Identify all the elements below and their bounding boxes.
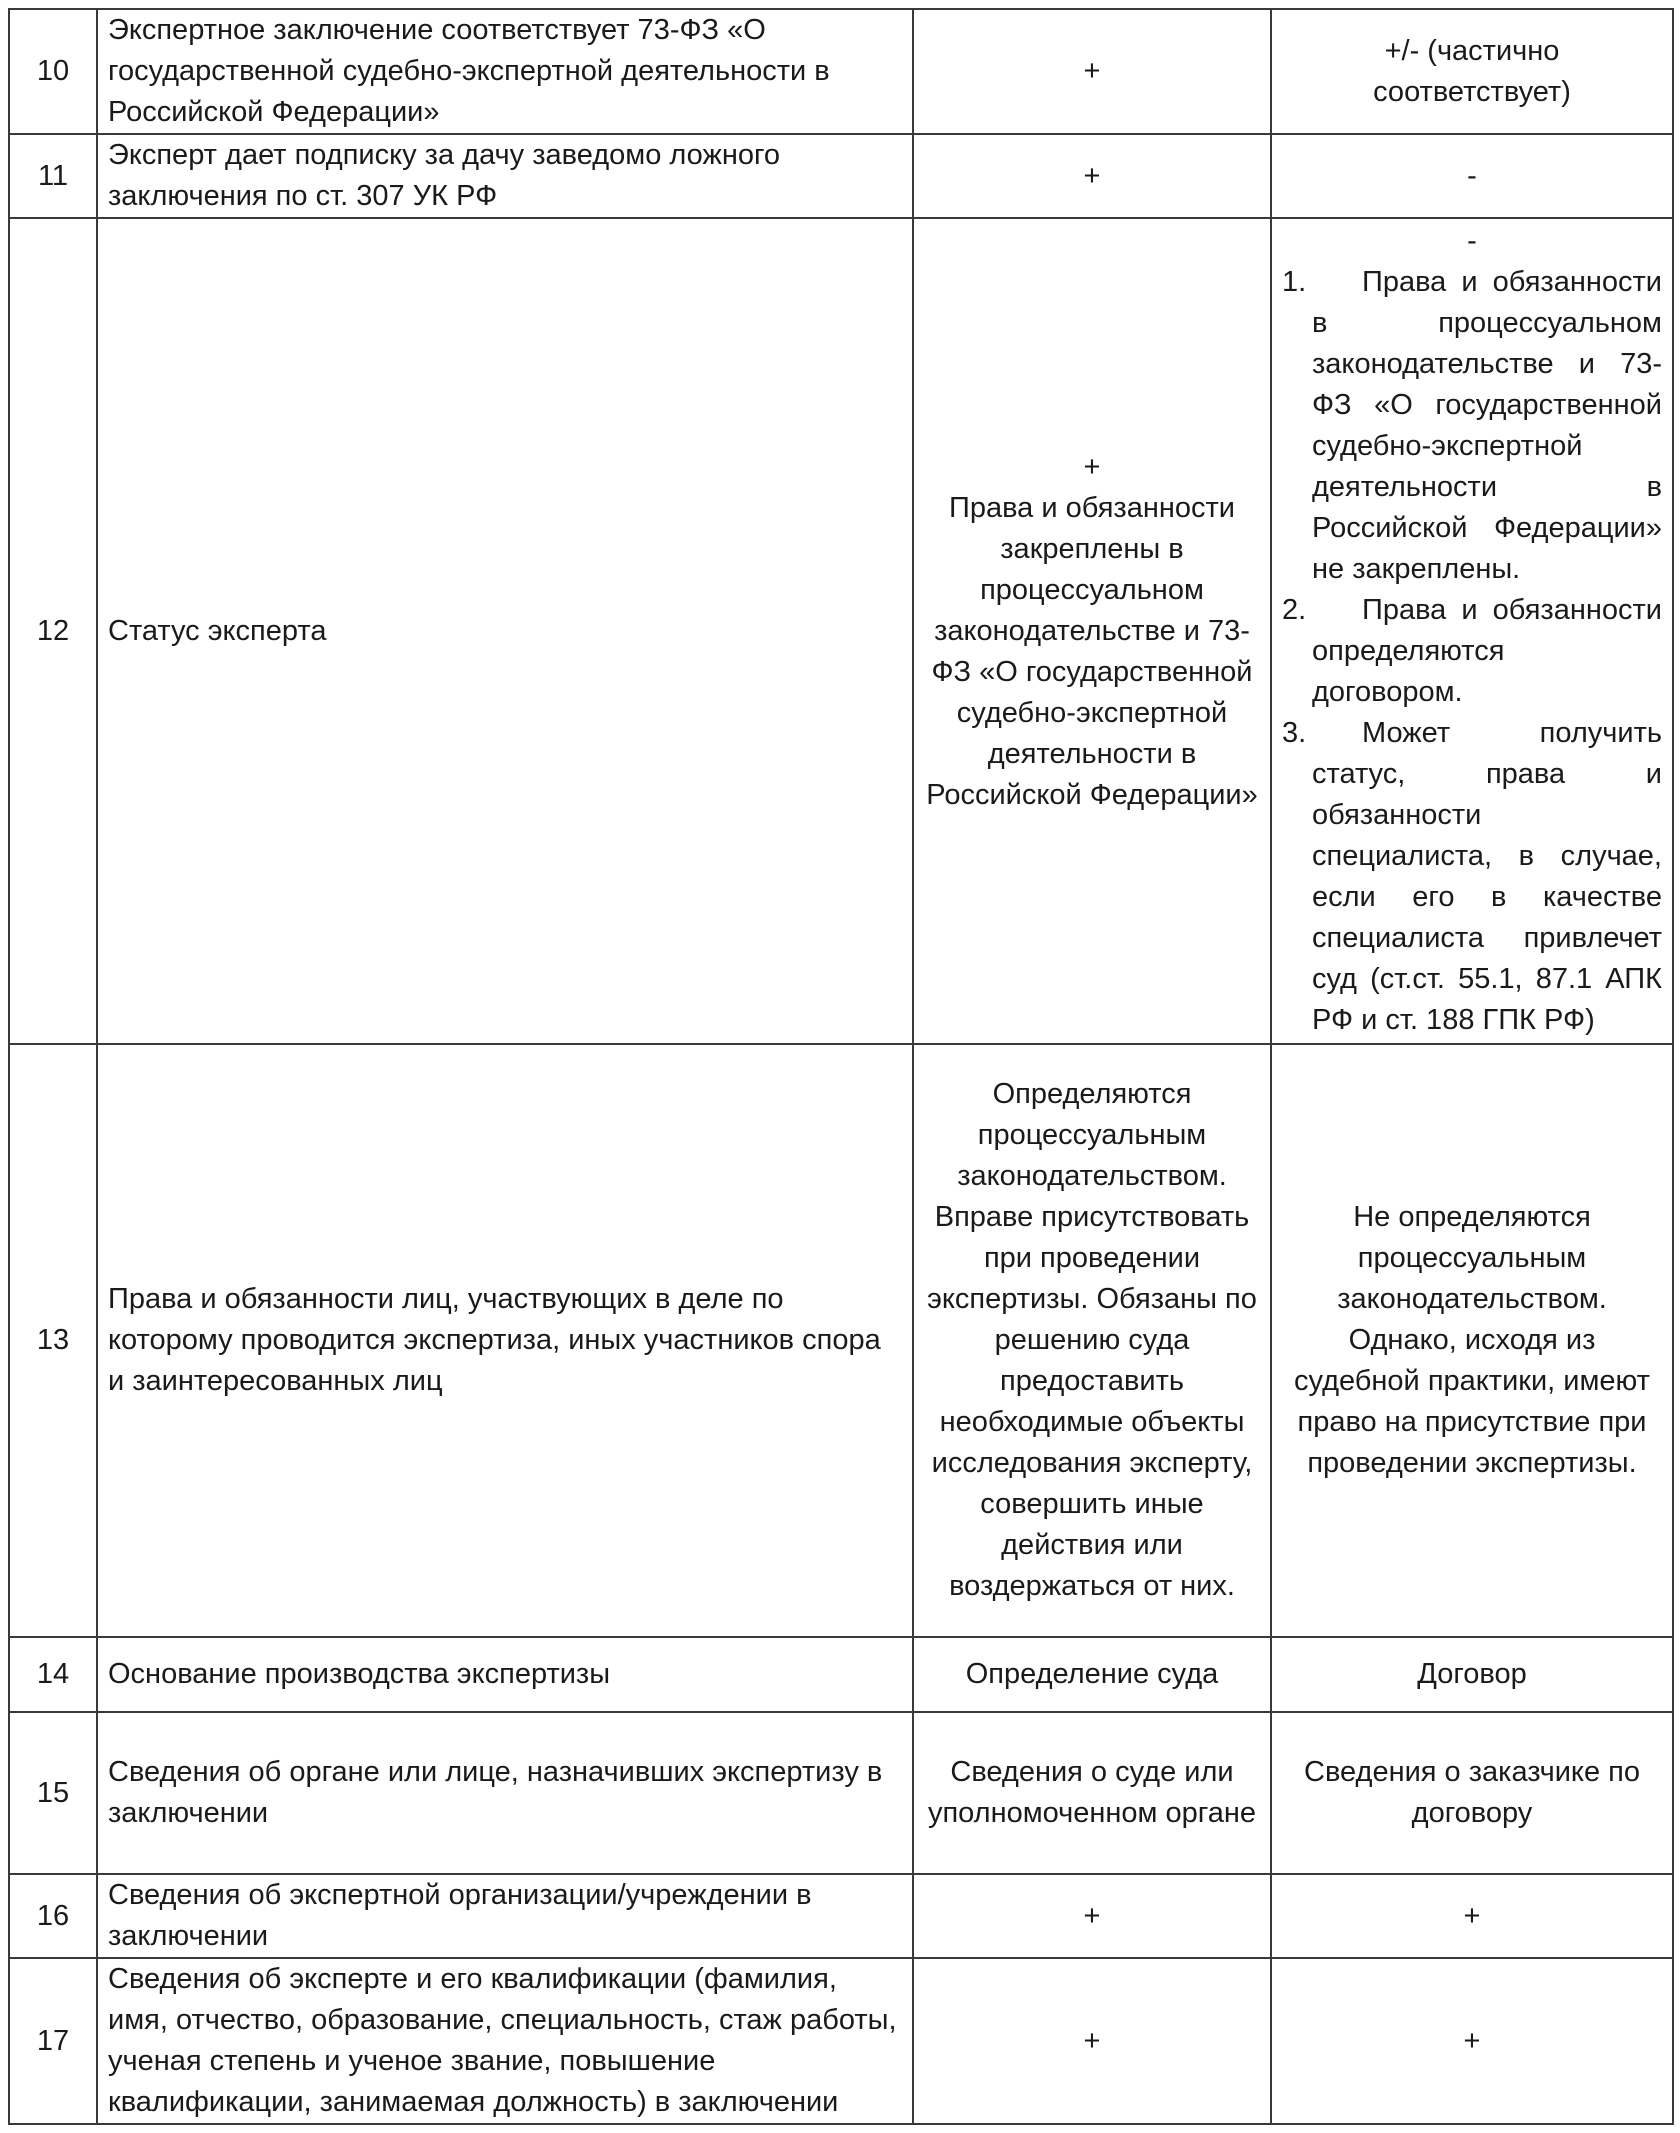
table-row bbox=[9, 1637, 1673, 1712]
comparison-table bbox=[8, 8, 1674, 2125]
out-of-court-expertise-cell: Договор bbox=[1271, 1637, 1673, 1712]
court-expertise-cell bbox=[913, 218, 1271, 1044]
table-row bbox=[9, 218, 1673, 1044]
out-of-court-sign: - bbox=[1467, 225, 1477, 257]
table-row bbox=[9, 1958, 1673, 2124]
criterion-cell: Экспертное заключение соответствует 73-ФЗ «О государственной судебно-экспертной деятельности в Российской Федерации» bbox=[97, 9, 913, 134]
out-of-court-expertise-cell: Сведения о заказчике по договору bbox=[1271, 1712, 1673, 1874]
row-number: 11 bbox=[9, 134, 97, 218]
court-expertise-cell: Определяются процессуальным законодательством. Вправе присутствовать при проведении экспертизы. Обязаны по решению суда предоставить необходимые объекты исследования эксперту, совершить иные действия или воздержаться от них. bbox=[913, 1044, 1271, 1637]
list-marker: 2. bbox=[1282, 594, 1307, 626]
list-marker: 3. bbox=[1282, 717, 1307, 749]
out-of-court-expertise-cell: + bbox=[1271, 1958, 1673, 2124]
criterion-cell: Сведения об экспертной организации/учреждении в заключении bbox=[97, 1874, 913, 1958]
court-text: Права и обязанности закреплены в процессуальном законодательстве и 73-ФЗ «О государственной судебно-экспертной деятельности в Российской Федерации» bbox=[926, 491, 1258, 811]
row-number: 13 bbox=[9, 1044, 97, 1637]
out-of-court-expertise-cell: Не определяются процессуальным законодательством. Однако, исходя из судебной практики, имеют право на присутствие при проведении экспертизы. bbox=[1271, 1044, 1673, 1637]
list-marker: 1. bbox=[1282, 266, 1307, 298]
table-row bbox=[9, 1044, 1673, 1637]
list-item bbox=[1282, 262, 1662, 590]
out-of-court-expertise-cell: + bbox=[1271, 1874, 1673, 1958]
criterion-cell: Эксперт дает подписку за дачу заведомо ложного заключения по ст. 307 УК РФ bbox=[97, 134, 913, 218]
criterion-cell: Права и обязанности лиц, участвующих в деле по которому проводится экспертиза, иных участников спора и заинтересованных лиц bbox=[97, 1044, 913, 1637]
row-number: 14 bbox=[9, 1637, 97, 1712]
row-number: 12 bbox=[9, 218, 97, 1044]
criterion-cell: Статус эксперта bbox=[97, 218, 913, 1044]
criterion-cell: Основание производства экспертизы bbox=[97, 1637, 913, 1712]
table-row bbox=[9, 1874, 1673, 1958]
list-item-text: Может получить статус, права и обязанности специалиста, в случае, если его в качестве специалиста привлечет суд (ст.ст. 55.1, 87.1 АПК РФ и ст. 188 ГПК РФ) bbox=[1312, 717, 1662, 1036]
row-number: 17 bbox=[9, 1958, 97, 2124]
court-expertise-cell: + bbox=[913, 9, 1271, 134]
table-row bbox=[9, 134, 1673, 218]
list-item-text: Права и обязанности в процессуальном законодательстве и 73-ФЗ «О государственной судебно-экспертной деятельности в Российской Федерации» не закреплены. bbox=[1312, 266, 1662, 585]
criterion-cell: Сведения об эксперте и его квалификации (фамилия, имя, отчество, образование, специальность, стаж работы, ученая степень и ученое звание, повышение квалификации, занимаемая должность) в заключении bbox=[97, 1958, 913, 2124]
out-of-court-expertise-cell: +/- (частично соответствует) bbox=[1271, 9, 1673, 134]
court-expertise-cell: + bbox=[913, 1874, 1271, 1958]
court-expertise-cell: + bbox=[913, 1958, 1271, 2124]
table-row bbox=[9, 9, 1673, 134]
list-item-text: Права и обязанности определяются договором. bbox=[1312, 594, 1662, 708]
table-row bbox=[9, 1712, 1673, 1874]
row-number: 16 bbox=[9, 1874, 97, 1958]
court-sign: + bbox=[1083, 450, 1101, 483]
court-expertise-cell: Сведения о суде или уполномоченном органе bbox=[913, 1712, 1271, 1874]
criterion-cell: Сведения об органе или лице, назначивших экспертизу в заключении bbox=[97, 1712, 913, 1874]
row-number: 10 bbox=[9, 9, 97, 134]
out-of-court-expertise-cell bbox=[1271, 218, 1673, 1044]
court-expertise-cell: Определение суда bbox=[913, 1637, 1271, 1712]
list-item bbox=[1282, 713, 1662, 1041]
row-number: 15 bbox=[9, 1712, 97, 1874]
out-of-court-expertise-cell: - bbox=[1271, 134, 1673, 218]
court-expertise-cell: + bbox=[913, 134, 1271, 218]
list-item bbox=[1282, 590, 1662, 713]
